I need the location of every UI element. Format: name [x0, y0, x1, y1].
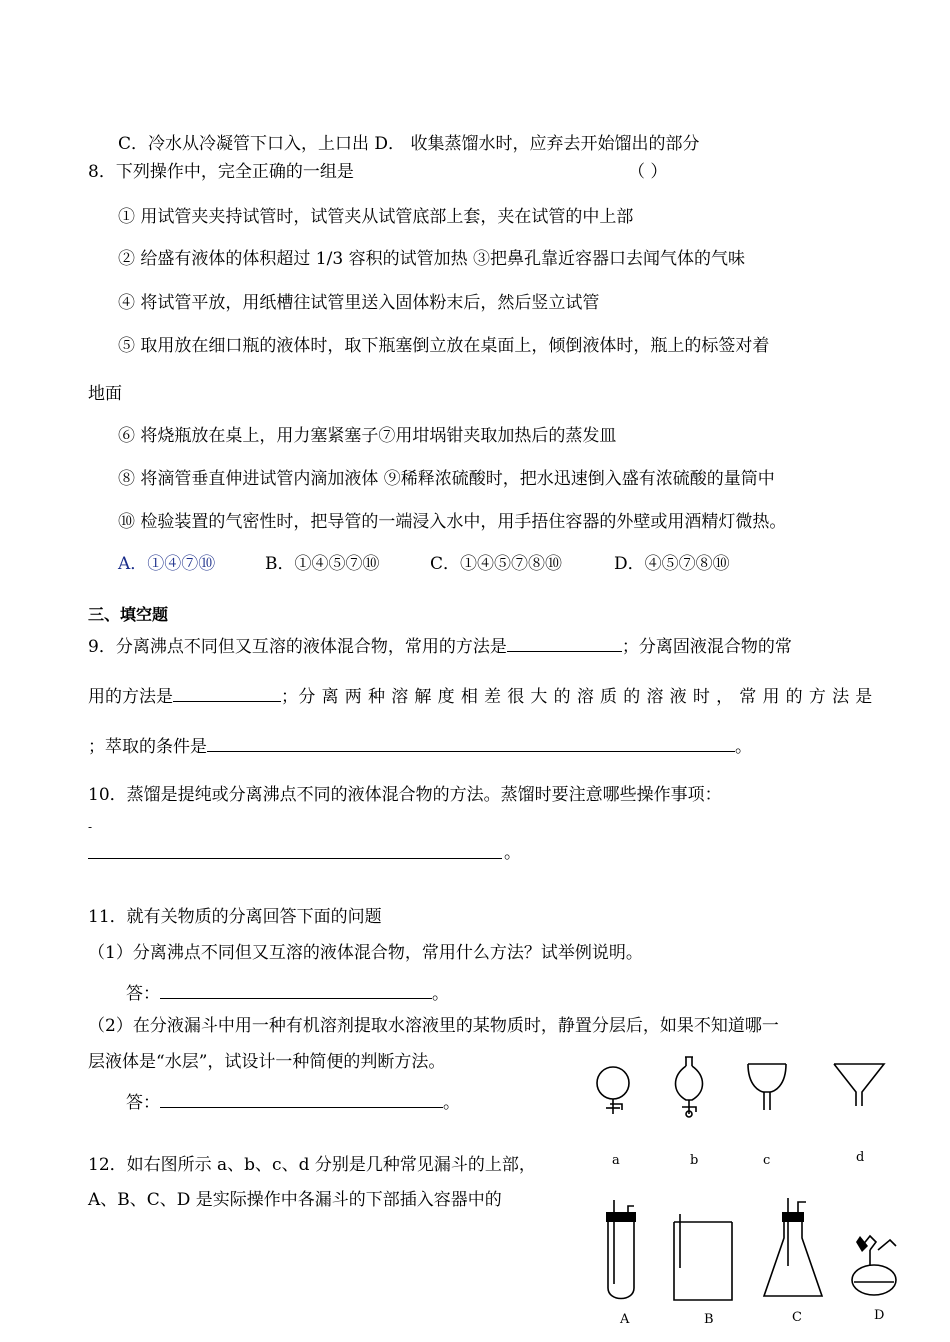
q11-answer-1: [126, 980, 449, 1005]
q11-stem: 11．就有关物质的分离回答下面的问题: [88, 907, 382, 927]
q11-sub1: （1）分离沸点不同但又互溶的液体混合物，常用什么方法？试举例说明。: [88, 943, 643, 963]
q11-answer-label-2: 答：: [126, 1093, 160, 1113]
q8-answer-paren: （ ）: [628, 162, 668, 182]
fig-label-C: C: [792, 1310, 802, 1325]
q9-line-3: [88, 733, 752, 758]
q8-option-c: C．①④⑤⑦⑧⑩: [430, 554, 563, 574]
q7-option-c-d: C．冷水从冷凝管下口入，上口出 D． 收集蒸馏水时，应弃去开始馏出的部分: [118, 134, 700, 154]
q11-blank-2[interactable]: [160, 1089, 443, 1108]
q9-line-2: [88, 683, 873, 708]
q8-option-b: B．①④⑤⑦⑩: [265, 554, 380, 574]
q9-text-4: ；分 离 两 种 溶 解 度 相 差 很 大 的 溶 质 的 溶 液 时 ， 常 用 的 方 法 是: [281, 687, 873, 707]
q11-sub2-line-1: （2）在分液漏斗中用一种有机溶剂提取水溶液里的某物质时，静置分层后，如果不知道哪一: [88, 1016, 779, 1036]
funnel-b-icon: [664, 1052, 724, 1132]
q9-blank-4[interactable]: [207, 733, 735, 752]
test-tube-A-icon: [598, 1198, 658, 1308]
q11-sub2-line-2: 层液体是“水层”，试设计一种简便的判断方法。: [88, 1052, 446, 1072]
q8-item-10: ⑩ 检验装置的气密性时，把导管的一端浸入水中，用手捂住容器的外壁或用酒精灯微热。: [118, 512, 787, 532]
q10-end: 。: [504, 843, 521, 863]
q9-text-2: ；分离固液混合物的常: [621, 637, 792, 657]
q8-item-4: ④ 将试管平放，用纸槽往试管里送入固体粉末后，然后竖立试管: [118, 293, 600, 313]
q9-text-5: ；萃取的条件是: [88, 737, 207, 757]
q12-line-2: A、B、C、D 是实际操作中各漏斗的下部插入容器中的: [88, 1190, 502, 1210]
q8-option-d: D．④⑤⑦⑧⑩: [614, 554, 730, 574]
conical-flask-C-icon: [758, 1196, 838, 1306]
fig-label-B: B: [704, 1312, 714, 1327]
q8-item-2-3: ② 给盛有液体的体积超过 1/3 容积的试管加热 ③把鼻孔靠近容器口去闻气体的气味: [118, 249, 745, 269]
fig-label-b: b: [690, 1153, 699, 1168]
q8-item-1: ① 用试管夹夹持试管时，试管夹从试管底部上套，夹在试管的中上部: [118, 207, 634, 227]
q11-period-2: 。: [443, 1093, 460, 1113]
q10-answer-line[interactable]: [88, 858, 502, 859]
fig-label-d: d: [856, 1150, 865, 1165]
beaker-B-icon: [664, 1208, 744, 1318]
q9-blank-2[interactable]: [173, 683, 281, 702]
fig-label-A: A: [620, 1312, 630, 1327]
q10-stem: 10．蒸馏是提纯或分离沸点不同的液体混合物的方法。蒸馏时要注意哪些操作事项：: [88, 785, 722, 805]
q8-item-5-cont: 地面: [88, 384, 122, 404]
q9-blank-1[interactable]: [507, 633, 622, 652]
q12-line-1: 12．如右图所示 a、b、c、d 分别是几种常见漏斗的上部，: [88, 1155, 536, 1175]
q10-dash: -: [88, 820, 93, 834]
fig-label-c: c: [763, 1153, 771, 1168]
q8-item-5: ⑤ 取用放在细口瓶的液体时，取下瓶塞倒立放在桌面上，倾倒液体时，瓶上的标签对着: [118, 336, 770, 356]
q8-stem: 8．下列操作中，完全正确的一组是: [88, 162, 354, 182]
q8-option-a: A．①④⑦⑩: [118, 554, 216, 574]
q8-item-6-7: ⑥ 将烧瓶放在桌上，用力塞紧塞子⑦用坩埚钳夹取加热后的蒸发皿: [118, 426, 617, 446]
fig-label-D: D: [874, 1308, 885, 1323]
q11-blank-1[interactable]: [160, 980, 432, 999]
q11-answer-2: [126, 1089, 460, 1114]
section-title: 三、填空题: [88, 605, 169, 624]
funnel-c-icon: [742, 1058, 802, 1138]
q8-item-8-9: ⑧ 将滴管垂直伸进试管内滴加液体 ⑨稀释浓硫酸时，把水迅速倒入盛有浓硫酸的量筒中: [118, 469, 775, 489]
q9-text-3: 用的方法是: [88, 687, 173, 707]
funnel-a-icon: [588, 1060, 648, 1140]
q9-text-6: 。: [735, 737, 752, 757]
q11-answer-label-1: 答：: [126, 984, 160, 1004]
q9-text-1: 9．分离沸点不同但又互溶的液体混合物，常用的方法是: [88, 637, 507, 657]
fig-label-a: a: [612, 1153, 620, 1168]
q9-line-1: [88, 633, 792, 658]
q11-period-1: 。: [432, 984, 449, 1004]
funnel-d-icon: [830, 1058, 890, 1138]
